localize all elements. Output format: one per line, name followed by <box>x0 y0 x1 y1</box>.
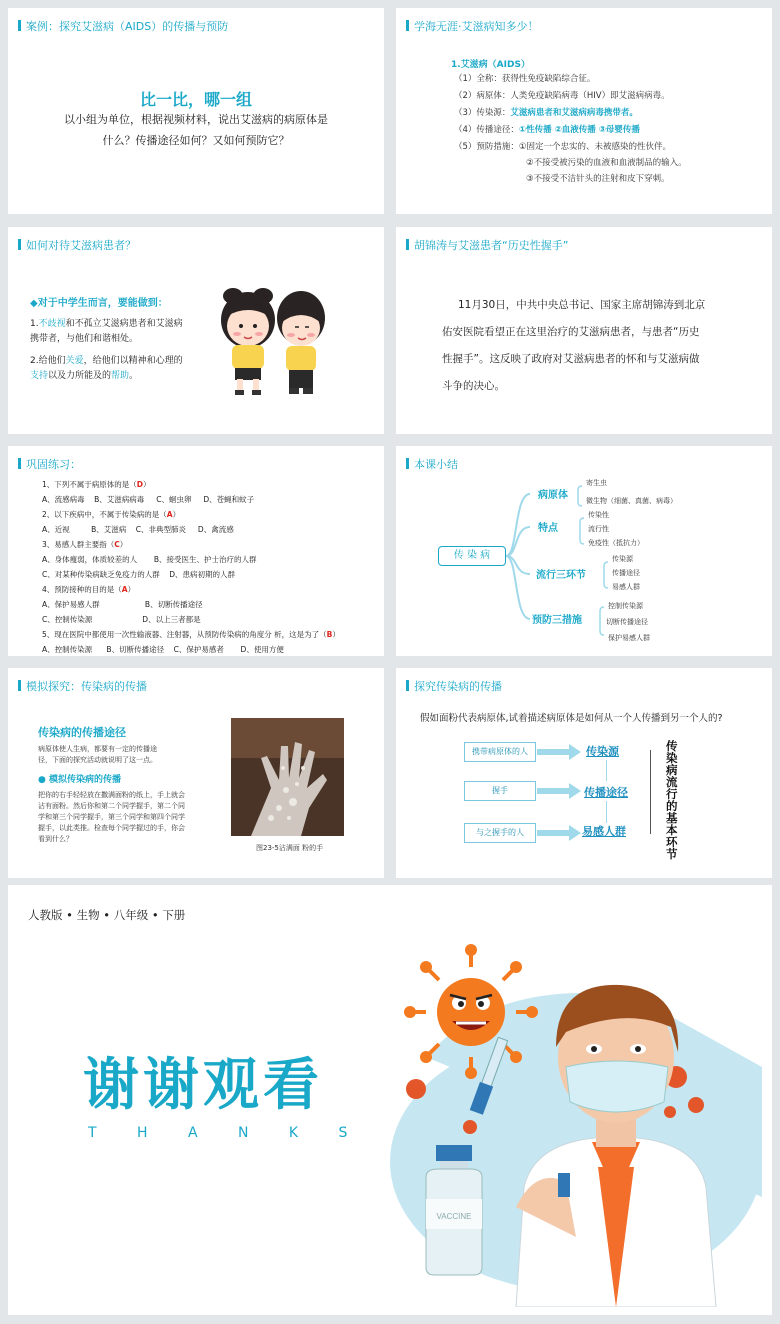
exercise-question: 2、以下疾病中，不属于传染病的是（A） <box>42 510 181 519</box>
activity-line: 沾有面粉。然后你和第二个同学握手，第二个同 <box>38 802 185 810</box>
slide-title: 胡锦涛与艾滋患者“历史性握手” <box>406 237 568 253</box>
section-heading: ● 模拟传染病的传播 <box>38 775 121 785</box>
mindmap-leaf: 控制传染源 <box>608 602 643 610</box>
mindmap-leaf: 传染源 <box>612 555 633 563</box>
flow-right-label: 传染源 <box>586 745 619 758</box>
section-heading: 传染病的传播途径 <box>38 726 126 739</box>
story-line: 斗争的决心。 <box>442 380 505 392</box>
mindmap-branch-label: 流行三环节 <box>536 570 586 581</box>
mindmap-leaf: 寄生虫 <box>586 479 607 487</box>
answer-letter: A <box>166 510 173 519</box>
flow-left-box: 与之握手的人 <box>464 823 536 843</box>
exercise-options: A、身体瘦弱，体质较差的人 B、接受医生、护士治疗的人群 <box>42 555 257 564</box>
slide-body-line: 什么？传播途径如何？又如何预防它？ <box>102 134 290 147</box>
point-2-cont: 支持以及力所能及的帮助。 <box>30 371 139 381</box>
mindmap-leaf: 保护易感人群 <box>608 634 650 642</box>
section-text: 径，下面的探究活动就说明了这一点。 <box>38 756 157 764</box>
mindmap-leaf: 传播途径 <box>612 569 640 577</box>
vaccine-label: VACCINE <box>436 1212 472 1221</box>
slide-treat-patients[interactable] <box>8 227 384 434</box>
arrow-head-icon <box>569 825 581 841</box>
flour-hand-photo <box>231 718 344 836</box>
fact-line: （1）全称：获得性免疫缺陷综合征。 <box>454 74 596 84</box>
story-line: 性握手”。这反映了政府对艾滋病患者的怀和与艾滋病做 <box>442 353 700 365</box>
slide-aids-facts[interactable] <box>396 8 772 214</box>
mindmap-leaf: 传染性 <box>588 511 609 519</box>
thanks-subtitle: T H A N K S <box>88 1125 366 1141</box>
thanks-title: 谢谢观看 <box>83 1053 323 1118</box>
fact-line: （3）传染源：艾滋病患者和艾滋病病毒携带者。 <box>454 108 638 118</box>
doctor-vaccine-illustration <box>386 937 762 1307</box>
exercise-question: 3、易感人群主要指（C） <box>42 540 128 549</box>
slide-case[interactable] <box>8 8 384 214</box>
slide-title: 本课小结 <box>406 456 458 472</box>
children-illustration <box>213 282 333 397</box>
exercise-options: A、保护易感人群 B、切断传播途径 <box>42 600 203 609</box>
slide-handshake[interactable] <box>396 227 772 434</box>
slide-explore-spread[interactable] <box>396 668 772 878</box>
exercise-options: C、控制传染源 D、以上三者都是 <box>42 615 201 624</box>
arrow-shaft <box>537 830 569 836</box>
virus-icon <box>404 944 538 1079</box>
flow-right-label: 易感人群 <box>582 825 626 838</box>
answer-letter: C <box>114 540 120 549</box>
vertical-link <box>606 801 607 823</box>
activity-line: 看到什么？ <box>38 835 73 843</box>
mindmap-branch-label: 病原体 <box>538 490 568 501</box>
fact-line: ②不接受被污染的血液和血液制品的输入。 <box>526 158 687 168</box>
fact-line: （2）病原体：人类免疫缺陷病毒（HIV）即艾滋病病毒。 <box>454 91 670 101</box>
mindmap-branch-label: 特点 <box>538 523 558 534</box>
point-2: 2.给他们关爱，给他们以精神和心理的 <box>30 356 183 366</box>
slide-title: 巩固练习： <box>18 456 81 472</box>
question-text: 假如面粉代表病原体,试着描述病原体是如何从一个人传播到另一个人的? <box>420 713 723 724</box>
slide-simulate[interactable] <box>8 668 384 878</box>
exercise-options: C、对某种传染病缺乏免疫力的人群 D、患病初期的人群 <box>42 570 236 579</box>
slide-subheading: ◆对于中学生而言，要能做到： <box>30 298 168 309</box>
exercise-question: 4、预防接种的目的是（A） <box>42 585 136 594</box>
point-1: 1.不歧视和不孤立艾滋病患者和艾滋病 <box>30 319 183 329</box>
arrow-head-icon <box>569 783 581 799</box>
exercise-options: A、控制传染源 B、切断传播途径 C、保护易感者 D、使用方便 <box>42 645 284 654</box>
answer-letter: D <box>136 480 144 489</box>
exercise-options: A、流感病毒 B、艾滋病病毒 C、蛔虫卵 D、苍蝇和蚊子 <box>42 495 255 504</box>
fact-line: （5）预防措施：①固定一个忠实的、未被感染的性伙伴。 <box>454 142 672 152</box>
section-text: 病原体使人生病，都要有一定的传播途 <box>38 745 157 753</box>
arrow-shaft <box>537 749 569 755</box>
mindmap-root: 传 染 病 <box>438 546 506 566</box>
vertical-link <box>606 760 607 781</box>
flow-left-box: 携带病原体的人 <box>464 742 536 762</box>
mindmap-leaf: 微生物（细菌、真菌、病毒） <box>586 497 677 505</box>
slide-title: 学海无涯·艾滋病知多少！ <box>406 18 539 34</box>
photo-caption: 图23-5沾满面 粉的手 <box>256 844 324 852</box>
answer-letter: B <box>326 630 333 639</box>
mindmap-leaf: 流行性 <box>588 525 609 533</box>
fact-heading: 1.艾滋病（AIDS） <box>451 60 530 70</box>
fact-line: ③不接受不洁针头的注射和皮下穿刺。 <box>526 174 670 184</box>
slide-exercises[interactable] <box>8 446 384 656</box>
activity-line: 握手，以此类推。检查每个同学握过的手，你会 <box>38 824 185 832</box>
slide-heading: 比一比，哪一组 <box>139 90 252 109</box>
activity-line: 学和第三个同学握手，第三个同学和第四个同学 <box>38 813 185 821</box>
answer-letter: A <box>121 585 128 594</box>
vertical-title: 传染病流行的基本环节 <box>666 739 678 861</box>
flow-right-label: 传播途径 <box>584 786 628 799</box>
fact-line: （4）传播途径：①性传播 ②血液传播 ③母婴传播 <box>454 125 640 135</box>
exercise-question: 1、下列不属于病原体的是（D） <box>42 480 151 489</box>
slide-summary[interactable] <box>396 446 772 656</box>
slide-thanks[interactable] <box>8 885 772 1315</box>
story-line: 佑安医院看望正在这里治疗的艾滋病患者，与患者“历史 <box>442 326 700 338</box>
activity-line: 把你的右手轻轻放在撒满面粉的纸上，手上就会 <box>38 791 185 799</box>
mindmap-connectors <box>396 446 772 656</box>
arrow-shaft <box>537 788 569 794</box>
mindmap-leaf: 易感人群 <box>612 583 640 591</box>
bracket-line <box>650 750 651 834</box>
slide-title: 探究传染病的传播 <box>406 678 502 694</box>
edition-label: 人教版 • 生物 • 八年级 • 下册 <box>28 908 186 922</box>
mindmap-leaf: 免疫性（抵抗力） <box>588 539 644 547</box>
exercise-options: A、近视 B、艾滋病 C、非典型肺炎 D、禽流感 <box>42 525 234 534</box>
slide-title: 案例：探究艾滋病（AIDS）的传播与预防 <box>18 18 228 34</box>
point-1-cont: 携带者，与他们和谐相处。 <box>30 334 139 344</box>
slide-title: 如何对待艾滋病患者？ <box>18 237 136 253</box>
story-line: 11月30日，中共中央总书记、国家主席胡锦涛到北京 <box>458 299 706 311</box>
slide-title: 模拟探究：传染病的传播 <box>18 678 147 694</box>
exercise-question: 5、现在医院中都使用一次性输液器、注射器，从预防传染病的角度分 析，这是为了（B） <box>42 630 340 639</box>
slide-body-line: 以小组为单位，根据视频材料，说出艾滋病的病原体是 <box>64 113 328 126</box>
flow-left-box: 握手 <box>464 781 536 801</box>
arrow-head-icon <box>569 744 581 760</box>
mindmap-leaf: 切断传播途径 <box>606 618 648 626</box>
mindmap-branch-label: 预防三措施 <box>532 615 582 626</box>
